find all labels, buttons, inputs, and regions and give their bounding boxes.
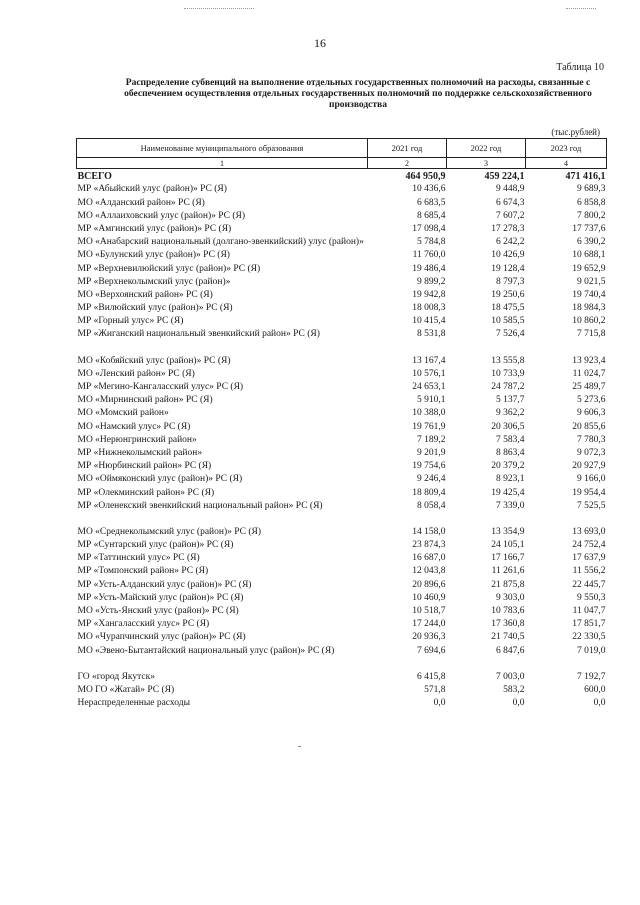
municipality-name: МР «Нижнеколымский район» <box>77 447 203 458</box>
header-2022: 2022 год <box>447 139 526 158</box>
value-2021: 9 899,2 <box>417 276 446 287</box>
value-2022: 6 847,6 <box>496 645 525 656</box>
value-2021: 19 942,8 <box>412 289 446 300</box>
value-2021: 5 910,1 <box>417 395 446 406</box>
value-2021: 12 043,8 <box>412 566 446 577</box>
table-row <box>77 314 607 327</box>
municipality-name: МО «Усть-Янский улус (район)» РС (Я) <box>77 606 239 616</box>
value-2021: 10 415,4 <box>412 316 446 327</box>
value-2023: 11 047,7 <box>572 606 606 616</box>
value-2021: 9 201,9 <box>417 447 446 458</box>
total-2022: 459 224,1 <box>484 171 525 183</box>
municipality-name: МР «Горный улус» РС (Я) <box>77 316 184 327</box>
value-2023: 13 693,0 <box>572 526 606 537</box>
value-2022: 20 306,5 <box>491 421 525 432</box>
table-row <box>77 538 607 551</box>
value-2022: 7 526,4 <box>496 329 525 340</box>
value-2021: 24 653,1 <box>412 382 446 392</box>
municipality-name: МР «Таттинский улус» РС (Я) <box>77 553 200 564</box>
table-row <box>77 353 607 366</box>
value-2022: 18 475,5 <box>491 303 525 314</box>
value-2022: 10 733,9 <box>491 368 525 379</box>
value-2023: 19 954,4 <box>572 487 606 498</box>
table-body <box>77 169 607 710</box>
municipality-name: МР «Верхнеколымский улус (район)» <box>77 276 231 287</box>
value-2022: 10 426,9 <box>491 250 525 261</box>
value-2022: 7 583,4 <box>496 434 525 445</box>
value-2021: 19 754,6 <box>412 461 446 472</box>
table-row <box>77 525 607 538</box>
municipality-name: МО ГО «Жатай» РС (Я) <box>77 684 175 695</box>
municipality-name: МО «Момский район» <box>77 408 169 419</box>
table-row <box>77 327 607 340</box>
value-2022: 5 137,7 <box>496 395 525 406</box>
value-2022: 24 787,2 <box>491 382 525 392</box>
value-2023: 25 489,7 <box>572 382 606 392</box>
value-2021: 8 531,8 <box>417 329 446 340</box>
total-label: ВСЕГО <box>77 171 112 183</box>
municipality-name: МР «Амгинский улус (район)» РС (Я) <box>77 223 232 234</box>
group-spacer <box>77 657 607 670</box>
municipality-name: МР «Вилюйский улус (район)» РС (Я) <box>77 303 233 314</box>
value-2023: 22 445,7 <box>572 579 606 590</box>
value-2022: 9 362,2 <box>496 408 525 419</box>
value-2023: 9 606,3 <box>577 408 606 419</box>
value-2021: 14 158,0 <box>412 526 446 537</box>
table-row <box>77 459 607 472</box>
table-row <box>77 696 607 709</box>
table-row <box>77 551 607 564</box>
table-row <box>77 485 607 498</box>
value-2022: 21 740,5 <box>491 632 525 643</box>
table-row <box>77 630 607 643</box>
table-row <box>77 683 607 696</box>
table-row <box>77 419 607 432</box>
table-row <box>77 604 607 617</box>
municipality-name: МО «Эвено-Бытантайский национальный улус (район)» РС (Я) <box>77 645 335 656</box>
municipality-name: МР «Сунтарский улус (район)» РС (Я) <box>77 540 234 551</box>
value-2023: 17 637,9 <box>572 553 606 564</box>
table-row <box>77 380 607 393</box>
value-2022: 13 354,9 <box>491 526 525 537</box>
municipality-name: МО «Нерюнгринский район» <box>77 434 197 445</box>
municipality-name: МР «Жиганский национальный эвенкийский район» РС (Я) <box>77 329 320 340</box>
value-2021: 20 896,6 <box>412 579 446 590</box>
municipality-name: Нераспределенные расходы <box>77 698 190 709</box>
value-2023: 11 556,2 <box>572 566 606 577</box>
value-2021: 5 784,8 <box>417 237 446 248</box>
value-2022: 19 425,4 <box>491 487 525 498</box>
column-index: 2 <box>368 158 447 169</box>
value-2023: 6 390,2 <box>577 237 606 248</box>
column-index: 4 <box>526 158 607 169</box>
column-index: 1 <box>77 158 368 169</box>
value-2023: 600,0 <box>584 684 606 695</box>
municipality-name: МО «Кобяйский улус (район)» РС (Я) <box>77 355 231 366</box>
value-2022: 17 360,8 <box>491 619 525 630</box>
group-spacer <box>77 512 607 525</box>
value-2022: 7 339,0 <box>496 500 525 511</box>
municipality-name: МО «Булунский улус (район)» РС (Я) <box>77 250 230 261</box>
municipality-name: МО «Мирнинский район» РС (Я) <box>77 395 213 406</box>
municipality-name: МО «Анабарский национальный (долгано-эвенкийский) улус (район)» <box>77 237 364 248</box>
value-2022: 13 555,8 <box>491 355 525 366</box>
value-2021: 10 518,7 <box>412 606 446 616</box>
municipality-name: МР «Верхневилюйский улус (район)» РС (Я) <box>77 263 261 274</box>
units-label: (тыс.рублей) <box>551 127 600 137</box>
value-2022: 8 923,1 <box>496 474 525 485</box>
table-row <box>77 301 607 314</box>
value-2022: 19 250,6 <box>491 289 525 300</box>
table-row <box>77 222 607 235</box>
value-2023: 13 923,4 <box>572 355 606 366</box>
value-2023: 10 688,1 <box>572 250 606 261</box>
table-row <box>77 591 607 604</box>
column-index: 3 <box>447 158 526 169</box>
municipality-name: МО «Чурапчинский улус (район)» РС (Я) <box>77 632 246 643</box>
table-header <box>77 139 607 169</box>
column-index-row <box>77 158 607 169</box>
value-2022: 9 448,9 <box>496 184 525 195</box>
municipality-name: МР «Томпонский район» РС (Я) <box>77 566 209 577</box>
table-row <box>77 577 607 590</box>
table-row <box>77 393 607 406</box>
value-2021: 19 486,4 <box>412 263 446 274</box>
value-2021: 10 576,1 <box>412 368 446 379</box>
value-2021: 18 008,3 <box>412 303 446 314</box>
value-2021: 8 685,4 <box>417 210 446 221</box>
value-2021: 10 436,6 <box>412 184 446 195</box>
scan-artifact-bottom <box>298 746 301 747</box>
value-2023: 9 550,3 <box>577 592 606 603</box>
value-2021: 0,0 <box>433 698 446 709</box>
value-2023: 7 780,3 <box>577 434 606 445</box>
table-row <box>77 248 607 261</box>
table-row <box>77 367 607 380</box>
value-2023: 9 021,5 <box>577 276 606 287</box>
value-2021: 7 189,2 <box>417 434 446 445</box>
value-2023: 22 330,5 <box>572 632 606 643</box>
value-2022: 7 607,2 <box>496 210 525 221</box>
value-2021: 17 244,0 <box>412 619 446 630</box>
value-2023: 20 927,9 <box>572 461 606 472</box>
scan-artifact-top-right <box>566 8 596 9</box>
value-2022: 7 003,0 <box>496 671 525 682</box>
value-2021: 19 761,9 <box>412 421 446 432</box>
value-2021: 7 694,6 <box>417 645 446 656</box>
value-2022: 9 303,0 <box>496 592 525 603</box>
municipality-name: МР «Оленекский эвенкийский национальный район» РС (Я) <box>77 500 323 511</box>
header-row <box>77 139 607 158</box>
value-2021: 571,8 <box>424 684 446 695</box>
value-2022: 6 674,3 <box>496 197 525 208</box>
table-row <box>77 406 607 419</box>
table-row <box>77 617 607 630</box>
value-2023: 17 851,7 <box>572 619 606 630</box>
group-spacer <box>77 340 607 353</box>
municipality-name: МР «Усть-Алданский улус (район)» РС (Я) <box>77 579 252 590</box>
document-title: Распределение субвенций на выполнение отдельных государственных полномочий на расходы, связанные с обеспечением осуществления отдельных государственных полномочий по поддержке сельскохозяйственного производства <box>124 78 592 110</box>
value-2023: 10 860,2 <box>572 316 606 327</box>
value-2021: 11 760,0 <box>412 250 446 261</box>
value-2022: 11 261,6 <box>491 566 525 577</box>
value-2021: 20 936,3 <box>412 632 446 643</box>
header-2021: 2021 год <box>368 139 447 158</box>
municipality-name: МО «Среднеколымский улус (район)» РС (Я) <box>77 526 262 537</box>
total-row <box>77 169 607 183</box>
scan-artifact-top-left <box>184 8 254 9</box>
value-2023: 7 715,8 <box>577 329 606 340</box>
table-reference: Таблица 10 <box>556 62 604 73</box>
value-2022: 6 242,2 <box>496 237 525 248</box>
value-2021: 23 874,3 <box>412 540 446 551</box>
table-row <box>77 195 607 208</box>
value-2022: 20 379,2 <box>491 461 525 472</box>
municipality-name: МО «Ленский район» РС (Я) <box>77 368 195 379</box>
table-row <box>77 261 607 274</box>
table-row <box>77 564 607 577</box>
value-2023: 9 072,3 <box>577 447 606 458</box>
municipality-name: МО «Намский улус» РС (Я) <box>77 421 191 432</box>
value-2022: 10 585,5 <box>491 316 525 327</box>
value-2023: 7 800,2 <box>577 210 606 221</box>
table-row <box>77 235 607 248</box>
value-2023: 7 019,0 <box>577 645 606 656</box>
value-2022: 24 105,1 <box>491 540 525 551</box>
value-2022: 8 863,4 <box>496 447 525 458</box>
value-2022: 8 797,3 <box>496 276 525 287</box>
municipality-name: МР «Абыйский улус (район)» РС (Я) <box>77 184 227 195</box>
value-2021: 6 415,8 <box>417 671 446 682</box>
municipality-name: МО «Алданский район» РС (Я) <box>77 197 205 208</box>
municipality-name: ГО «город Якутск» <box>77 671 156 682</box>
value-2021: 17 098,4 <box>412 223 446 234</box>
value-2021: 8 058,4 <box>417 500 446 511</box>
subventions-table <box>76 138 607 709</box>
value-2022: 21 875,8 <box>491 579 525 590</box>
table-row <box>77 275 607 288</box>
value-2021: 6 683,5 <box>417 197 446 208</box>
value-2021: 10 388,0 <box>412 408 446 419</box>
value-2023: 24 752,4 <box>572 540 606 551</box>
value-2023: 6 858,8 <box>577 197 606 208</box>
table-row <box>77 670 607 683</box>
value-2023: 9 166,0 <box>577 474 606 485</box>
value-2023: 20 855,6 <box>572 421 606 432</box>
value-2023: 7 525,5 <box>577 500 606 511</box>
table-row <box>77 182 607 195</box>
municipality-name: МР «Мегино-Кангаласский улус» РС (Я) <box>77 382 244 392</box>
table-row <box>77 499 607 512</box>
table-row <box>77 472 607 485</box>
table-row <box>77 446 607 459</box>
municipality-name: МР «Хангаласский улус» РС (Я) <box>77 619 210 630</box>
value-2022: 583,2 <box>503 684 525 695</box>
table-row <box>77 288 607 301</box>
value-2023: 9 689,3 <box>577 184 606 195</box>
value-2023: 18 984,3 <box>572 303 606 314</box>
header-2023: 2023 год <box>526 139 607 158</box>
municipality-name: МР «Олекминский район» РС (Я) <box>77 487 215 498</box>
municipality-name: МР «Усть-Майский улус (район)» РС (Я) <box>77 592 244 603</box>
total-2021: 464 950,9 <box>405 171 446 183</box>
value-2023: 17 737,6 <box>572 223 606 234</box>
value-2021: 9 246,4 <box>417 474 446 485</box>
value-2021: 10 460,9 <box>412 592 446 603</box>
total-2023: 471 416,1 <box>565 171 606 183</box>
value-2022: 17 166,7 <box>491 553 525 564</box>
value-2021: 16 687,0 <box>412 553 446 564</box>
municipality-name: МО «Аллаиховский улус (район)» РС (Я) <box>77 210 246 221</box>
value-2023: 5 273,6 <box>577 395 606 406</box>
header-municipality: Наименование муниципального образования <box>77 139 368 158</box>
value-2022: 17 278,3 <box>491 223 525 234</box>
value-2023: 0,0 <box>593 698 606 709</box>
value-2023: 11 024,7 <box>572 368 606 379</box>
table-row <box>77 643 607 656</box>
value-2023: 7 192,7 <box>577 671 606 682</box>
value-2023: 19 740,4 <box>572 289 606 300</box>
municipality-name: МР «Нюрбинский район» РС (Я) <box>77 461 212 472</box>
value-2022: 19 128,4 <box>491 263 525 274</box>
table-row <box>77 209 607 222</box>
value-2021: 18 809,4 <box>412 487 446 498</box>
value-2022: 0,0 <box>512 698 525 709</box>
table-row <box>77 433 607 446</box>
municipality-name: МО «Оймяконский улус (район)» РС (Я) <box>77 474 243 485</box>
value-2021: 13 167,4 <box>412 355 446 366</box>
municipality-name: МО «Верхоянский район» РС (Я) <box>77 289 213 300</box>
value-2023: 19 652,9 <box>572 263 606 274</box>
page-number: 16 <box>314 36 326 50</box>
value-2022: 10 783,6 <box>491 606 525 616</box>
